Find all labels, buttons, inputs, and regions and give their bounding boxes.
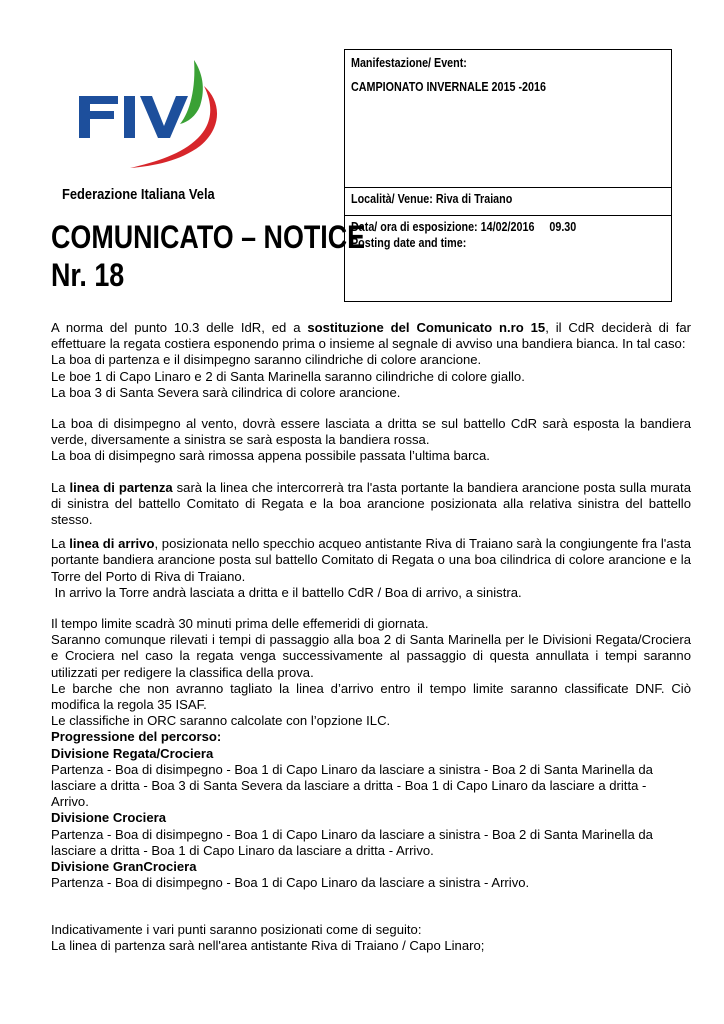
text-run: A norma del punto 10.3 delle IdR, ed a — [51, 320, 308, 335]
title-line-2: Nr. 18 — [51, 257, 125, 293]
paragraph-rule — [51, 320, 691, 352]
federation-name: Federazione Italiana Vela — [62, 186, 215, 203]
posting-date: Data/ ora di esposizione: 14/02/2016 09.30 — [351, 220, 577, 234]
event-cell — [345, 50, 671, 188]
bold-run: Divisione GranCrociera — [51, 859, 197, 875]
division-course: Partenza - Boa di disimpegno - Boa 1 di Capo Linaro da lasciare a sinistra - Boa 2 di Santa Marinella da lasciare a dritta - Boa 1 di Capo Linaro da lasciare a dritta - Arrivo. — [51, 826, 653, 858]
bold-run: Progressione del percorso: — [51, 729, 222, 745]
division-heading — [51, 859, 691, 875]
bold-run: sostituzione del Comunicato n.ro 15 — [307, 320, 546, 335]
bold-run: Divisione Regata/Crociera — [51, 745, 214, 761]
posting-label: Posting date and time: — [351, 236, 467, 250]
fiv-logo — [76, 58, 226, 173]
text-line: Il tempo limite scadrà 30 minuti prima delle effemeridi di giornata. — [51, 616, 429, 632]
logo-letter-f — [79, 96, 118, 138]
text-line: Indicativamente i vari punti saranno posizionati come di seguito: — [51, 921, 422, 937]
text-run: La — [51, 479, 70, 495]
page-title — [51, 218, 365, 294]
bold-run: linea di arrivo — [69, 536, 155, 552]
venue-cell — [345, 188, 671, 216]
paragraph-passage-times: Saranno comunque rilevati i tempi di passaggio alla boa 2 di Santa Marinella per le Divisioni Regata/Crociera e Crociera nel caso la regata venga successivamente al passaggio di questa annullata i tempi saranno utilizzati per redigere la classifica della prova. — [51, 632, 691, 680]
division-course: Partenza - Boa di disimpegno - Boa 1 di Capo Linaro da lasciare a sinistra - Arrivo. — [51, 875, 530, 891]
text-line: La boa di partenza e il disimpegno saranno cilindriche di colore arancione. — [51, 352, 482, 368]
bold-run: linea di partenza — [69, 479, 173, 495]
posting-cell — [345, 216, 671, 303]
logo-sail-green — [180, 60, 203, 124]
title-line-1: COMUNICATO – NOTICE — [51, 219, 366, 255]
text-line: La boa di disimpegno sarà rimossa appena possibile passata l’ultima barca. — [51, 448, 490, 464]
text-run: La — [51, 536, 70, 552]
paragraph-finish-line — [51, 536, 691, 585]
paragraph-disimpegno: La boa di disimpegno al vento, dovrà essere lasciata a dritta se sul battello CdR sarà esposta la bandiera verde, diversamente a sinistra se sarà esposta la bandiera rossa. — [51, 416, 691, 448]
logo-letter-i — [124, 96, 135, 138]
division-course: Partenza - Boa di disimpegno - Boa 1 di Capo Linaro da lasciare a sinistra - Boa 2 di Santa Marinella da lasciare a dritta - Boa 3 di Santa Severa da lasciare a dritta - Boa 1 di Capo Linaro da lasciare a dritta - Arrivo. — [51, 761, 653, 810]
text-line: In arrivo la Torre andrà lasciata a dritta e il battello CdR / Boa di arrivo, a sinistra. — [51, 584, 522, 600]
event-value: CAMPIONATO INVERNALE 2015 -2016 — [351, 80, 546, 94]
paragraph-start-line — [51, 480, 691, 529]
division-heading — [51, 746, 691, 762]
venue-value: Località/ Venue: Riva di Traiano — [351, 192, 513, 206]
event-info-box — [344, 49, 672, 302]
text-run: , posizionata nello specchio acqueo antistante Riva di Traiano sarà la congiungente fra l'asta portante bandiera arancione posta sul battello Comitato di Regata o una boa cilindrica di colore arancione e la Torre del Porto di Riva di Traiano. — [51, 536, 691, 584]
notice-body — [51, 320, 691, 954]
text-run: sarà la linea che intercorrerà tra l'asta portante la bandiera arancione posta sulla murata di sinistra del battello Comitato di Regata e la boa arancione posizionata alla relativa sinistra del battello stesso. — [51, 479, 691, 528]
bold-run: Divisione Crociera — [51, 810, 166, 826]
text-line: Le classifiche in ORC saranno calcolate con l’opzione ILC. — [51, 713, 391, 729]
fiv-logo-graphic — [76, 58, 226, 173]
text-line: La boa 3 di Santa Severa sarà cilindrica di colore arancione. — [51, 384, 401, 400]
logo-letter-v — [140, 96, 188, 138]
text-line: La linea di partenza sarà nell'area antistante Riva di Traiano / Capo Linaro; — [51, 937, 485, 953]
paragraph-dnf: Le barche che non avranno tagliato la linea d’arrivo entro il tempo limite saranno classificate DNF. Ciò modifica la regola 35 ISAF. — [51, 680, 691, 713]
event-label: Manifestazione/ Event: — [351, 56, 467, 70]
text-line: Le boe 1 di Capo Linaro e 2 di Santa Marinella saranno cilindriche di colore giallo. — [51, 368, 525, 384]
text-run: , il CdR deciderà di far effettuare la regata costiera esponendo prima o insieme al segnale di avviso una bandiera bianca. In tal caso: — [51, 320, 691, 352]
division-heading — [51, 810, 691, 826]
course-heading — [51, 729, 691, 745]
